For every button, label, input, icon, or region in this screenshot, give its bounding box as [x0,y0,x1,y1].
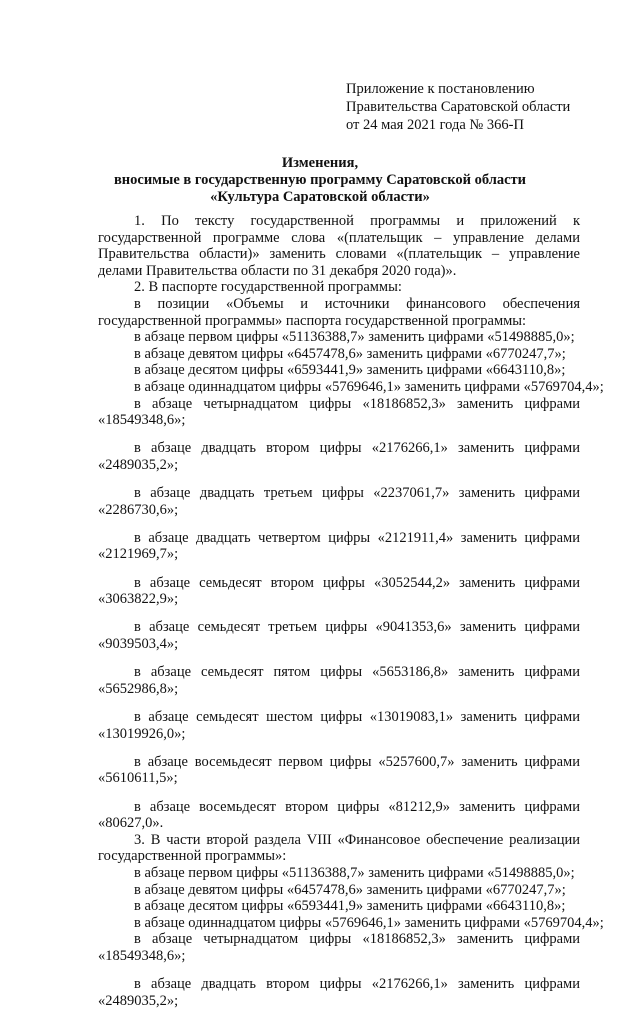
document-body [98,213,604,1009]
list-item-line-2: «2121969,7»; [98,546,179,563]
list-item [98,575,580,608]
list-item-line-1: в абзаце семьдесят третьем цифры «9041353,6» заменить цифрами [134,619,580,636]
list-item-line-1: в абзаце четырнадцатом цифры «18186852,3» заменить цифрами [134,395,580,412]
document-header [346,80,570,134]
list-item-line-1: в абзаце восемьдесят втором цифры «81212,9» заменить цифрами [134,798,580,815]
list-item-line-1: в абзаце семьдесят шестом цифры «13019083,1» заменить цифрами [134,709,580,725]
list-item-line-2: «13019926,0»; [98,725,186,742]
header-line-3: от 24 мая 2021 года № 366-П [346,117,524,133]
section-2-intro: в позиции «Объемы и источники финансового обеспечения государственной программы» паспорта государственной программы: [98,295,580,329]
section-2-short-items [98,329,604,395]
list-item [98,440,580,473]
list-item: в абзаце девятом цифры «6457478,6» заменить цифрами «6770247,7»; [134,881,566,898]
list-item-line-1: в абзаце двадцать втором цифры «2176266,1» заменить цифрами [134,440,580,457]
title-line-1: Изменения, [281,155,359,171]
list-item: в абзаце первом цифры «51136388,7» заменить цифрами «51498885,0»; [134,864,575,881]
section-1-text: 1. По тексту государственной программы и приложений к государственной программе слова «(плательщик – управление делами Правительства области)» заменить словами «(плательщик – управление делами Правительства области по 31 декабря 2020 года)». [98,213,580,279]
list-item: в абзаце первом цифры «51136388,7» заменить цифрами «51498885,0»; [134,329,575,346]
list-item-line-2: «9039503,4»; [98,636,179,653]
list-item-line-1: в абзаце восемьдесят первом цифры «5257600,7» заменить цифрами [134,753,580,770]
list-item [98,931,580,964]
list-item [98,754,580,787]
list-item-line-2: «2489035,2»; [98,456,179,473]
section-3-heading: 3. В части второй раздела VIII «Финансовое обеспечение реализации государственной программы»: [98,831,580,865]
section-3-short-items [98,864,604,931]
list-item-line-2: «2286730,6»; [98,501,179,518]
list-item: в абзаце одиннадцатом цифры «5769646,1» заменить цифрами «5769704,4»; [134,378,604,395]
list-item [98,664,580,697]
list-item-line-1: в абзаце двадцать четвертом цифры «2121911,4» заменить цифрами [134,529,580,546]
list-item-line-2: «5610611,5»; [98,770,178,787]
list-item-line-1: в абзаце семьдесят втором цифры «3052544,2» заменить цифрами [134,574,580,591]
list-item-line-2: «18549348,6»; [98,412,186,429]
header-line-1: Приложение к постановлению [346,81,535,97]
list-item: в абзаце десятом цифры «6593441,9» заменить цифрами «6643110,8»; [134,898,566,915]
list-item-line-2: «80627,0». [98,815,164,832]
list-item-line-1: в абзаце двадцать втором цифры «2176266,1» заменить цифрами [134,976,580,993]
section-2-long-items [98,396,580,832]
title-line-3: «Культура Саратовской области» [210,189,430,205]
list-item-line-2: «5652986,8»; [98,680,179,697]
list-item: в абзаце одиннадцатом цифры «5769646,1» заменить цифрами «5769704,4»; [134,914,604,931]
list-item-line-2: «3063822,9»; [98,591,179,608]
list-item-line-1: в абзаце двадцать третьем цифры «2237061,7» заменить цифрами [134,485,580,502]
list-item-line-2: «18549348,6»; [98,947,186,964]
list-item-line-1: в абзаце семьдесят пятом цифры «5653186,8» заменить цифрами [134,664,580,681]
list-item [98,799,580,832]
list-item: в абзаце десятом цифры «6593441,9» заменить цифрами «6643110,8»; [134,362,566,379]
list-item-line-2: «2489035,2»; [98,992,179,1009]
document-title [0,155,640,206]
list-item [98,485,580,518]
section-2-heading: 2. В паспорте государственной программы: [134,279,402,296]
list-item [98,976,580,1009]
header-line-2: Правительства Саратовской области [346,99,571,115]
list-item [98,396,580,429]
list-item [98,619,580,652]
list-item [98,530,580,563]
section-3-long-items [98,931,580,1009]
list-item [98,709,580,742]
list-item: в абзаце девятом цифры «6457478,6» заменить цифрами «6770247,7»; [134,345,566,362]
title-line-2: вносимые в государственную программу Саратовской области [113,172,527,188]
list-item-line-1: в абзаце четырнадцатом цифры «18186852,3» заменить цифрами [134,931,580,948]
